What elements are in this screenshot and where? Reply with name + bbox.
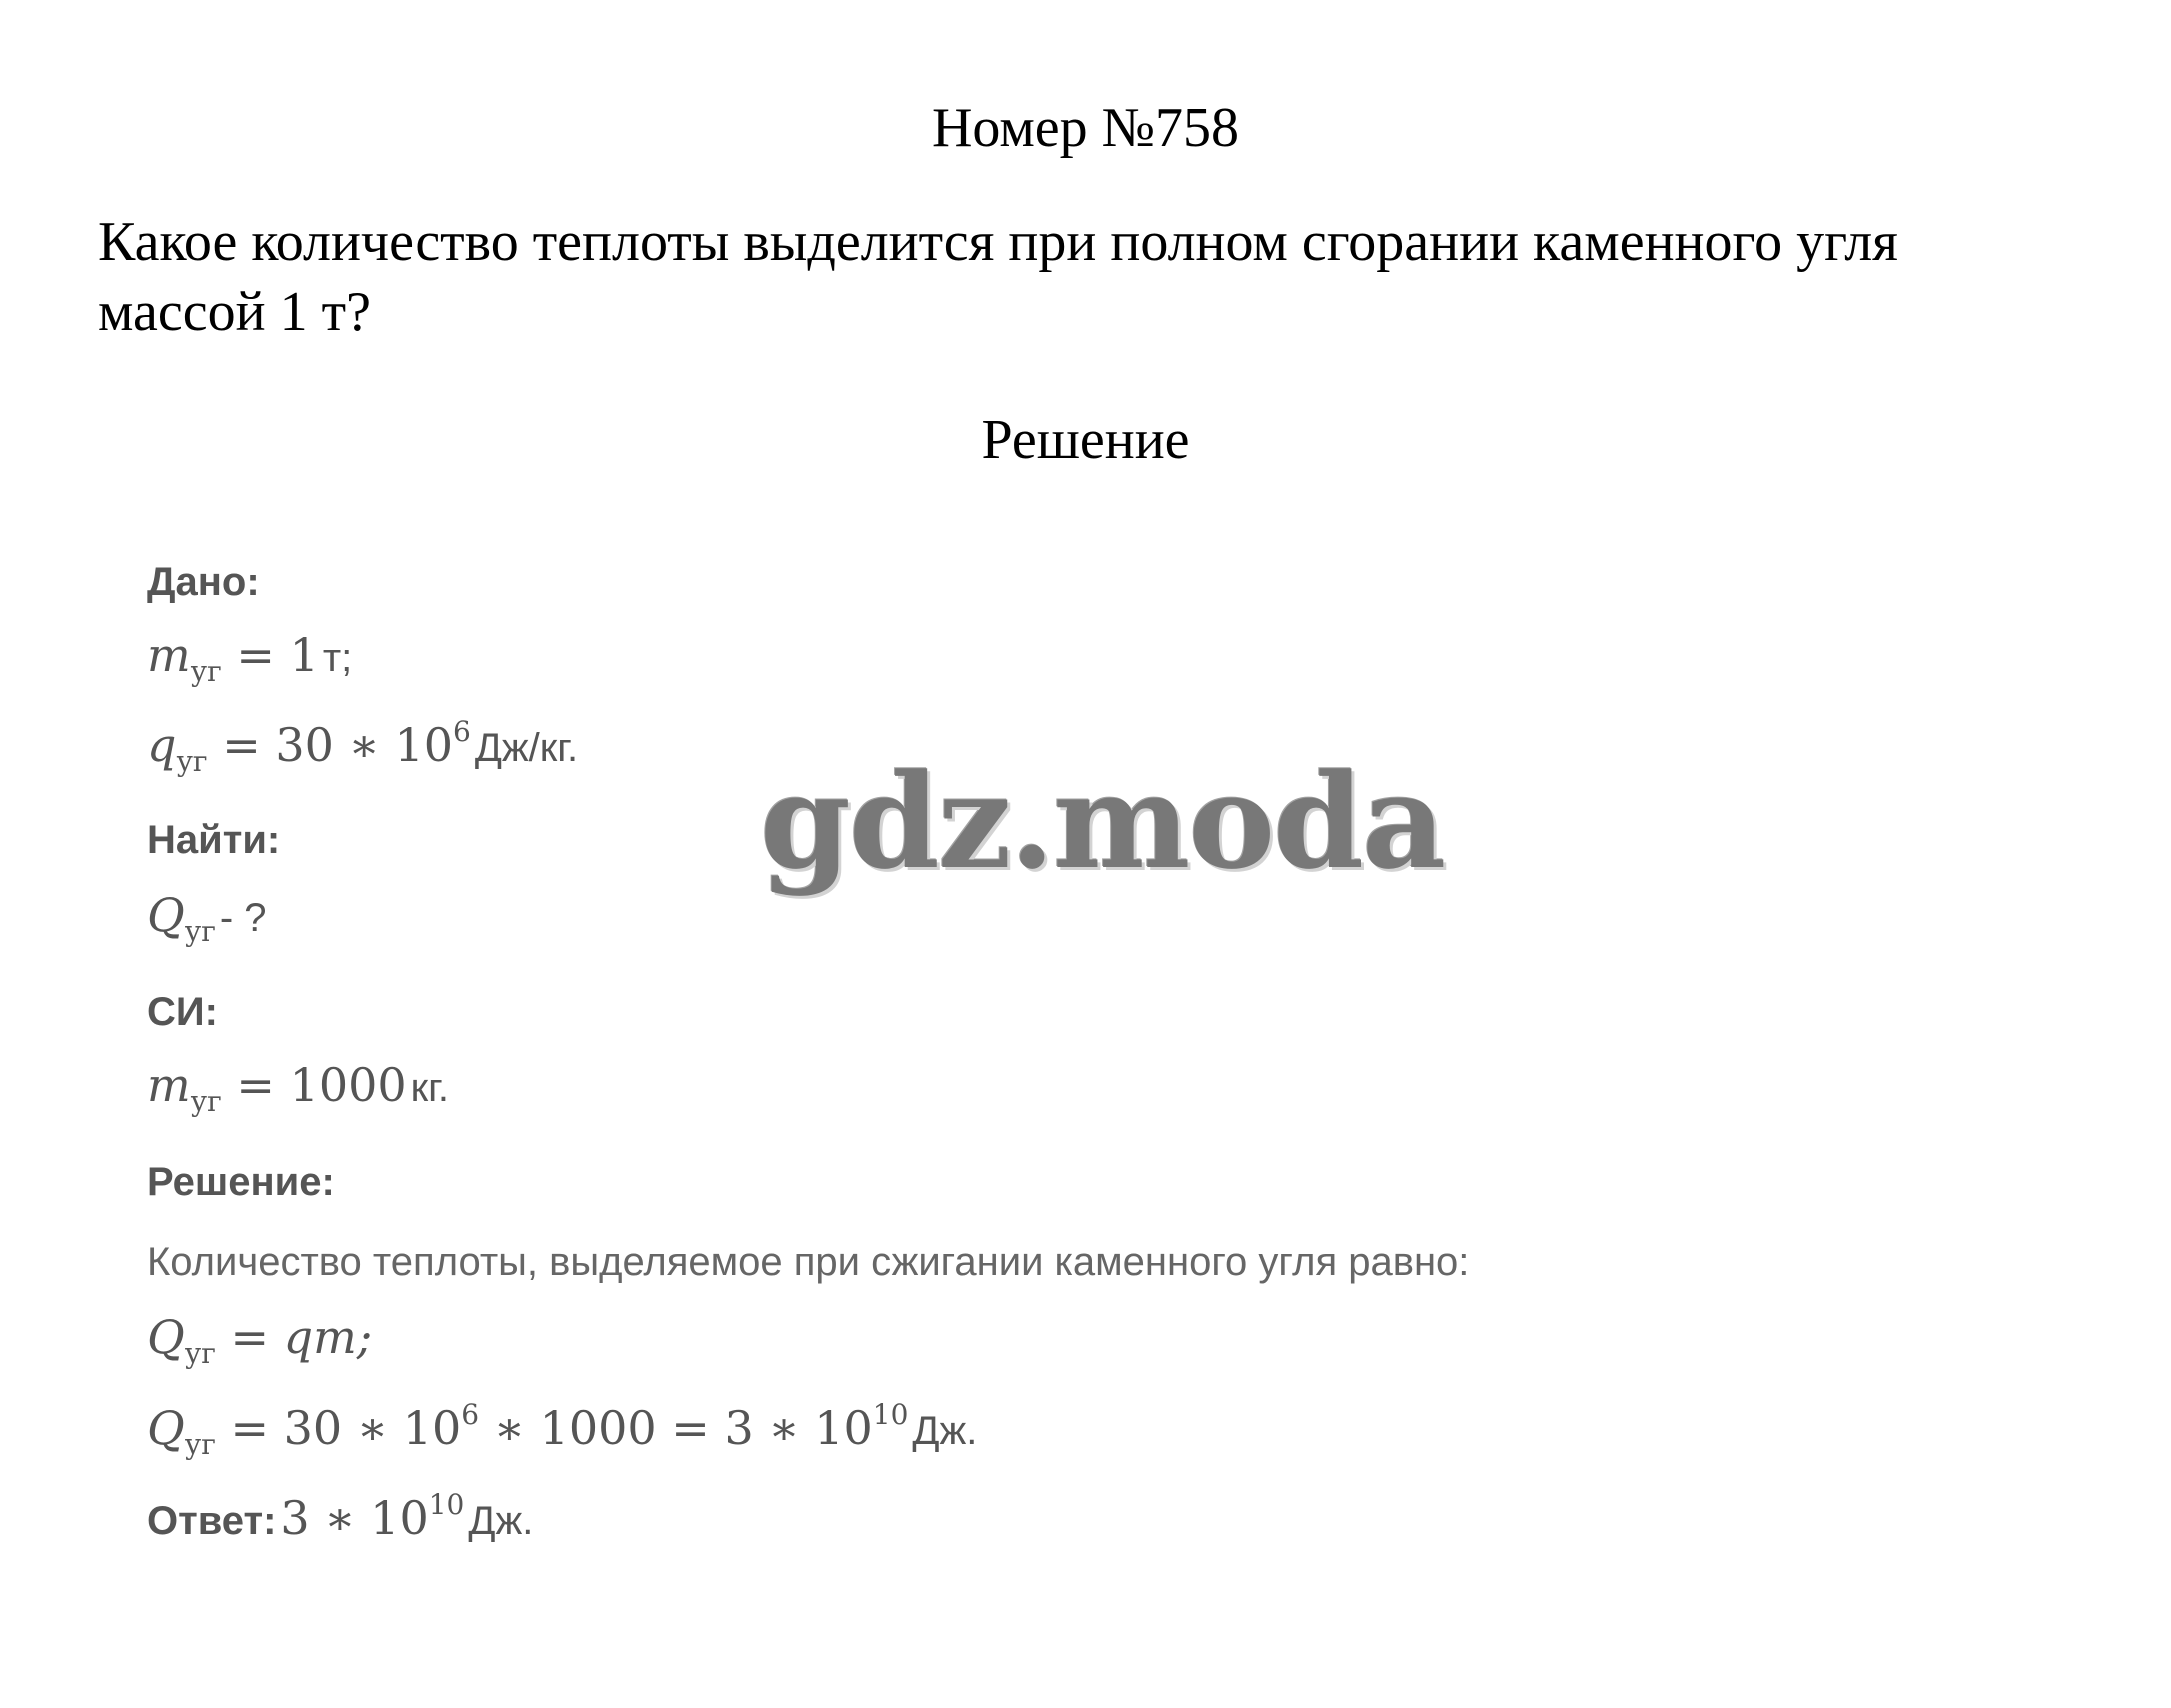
si-mass-value: = 1000	[236, 1058, 407, 1112]
si-mass-formula	[147, 1058, 407, 1118]
given-heat	[147, 715, 578, 778]
formula-2-exp-a: 6	[461, 1398, 480, 1431]
formula-2-part-b: ∗ 1000 = 3 ∗ 10	[479, 1401, 873, 1455]
find-quantity	[147, 888, 267, 948]
var-Q: Q	[147, 1401, 185, 1455]
solution-heading: Решение	[981, 409, 1190, 471]
var-sub: уг	[190, 655, 222, 688]
answer-number: 3 ∗ 10	[280, 1491, 429, 1545]
si-label: СИ:	[147, 990, 218, 1034]
problem-number-title: Номер №758	[931, 97, 1240, 159]
formula-2-unit: Дж.	[912, 1409, 978, 1453]
formula-2-part-a: = 30 ∗ 10	[230, 1401, 462, 1455]
solution-label: Решение:	[147, 1160, 335, 1204]
var-sub: уг	[184, 1337, 216, 1370]
watermark: gdz.moda	[760, 745, 1445, 898]
formula-2	[147, 1398, 909, 1461]
si-mass-unit: кг.	[410, 1066, 449, 1110]
given-heat-unit: Дж/кг.	[474, 726, 579, 770]
given-label: Дано:	[147, 560, 260, 604]
given-mass-formula	[147, 628, 319, 688]
find-label: Найти:	[147, 818, 281, 862]
var-Q: Q	[147, 888, 185, 942]
formula-1-rhs: = qm;	[230, 1310, 373, 1364]
answer-exponent: 10	[428, 1488, 465, 1521]
given-heat-formula	[147, 715, 471, 778]
formula-2-exp-b: 10	[872, 1398, 909, 1431]
var-q: q	[147, 718, 177, 772]
var-m: m	[147, 1058, 191, 1112]
var-Q: Q	[147, 1310, 185, 1364]
find-formula	[147, 888, 216, 948]
var-sub: уг	[184, 915, 216, 948]
formula-q-equals-qm	[147, 1310, 372, 1370]
var-sub: уг	[190, 1085, 222, 1118]
given-mass	[147, 628, 352, 688]
formula-1	[147, 1310, 373, 1370]
var-m: m	[147, 628, 191, 682]
problem-line-1: Какое количество теплоты выделится при полном сгорании каменного угля	[98, 211, 1898, 273]
given-mass-value: = 1	[236, 628, 319, 682]
answer-line	[147, 1488, 533, 1545]
problem-statement	[98, 207, 2098, 347]
given-heat-exponent: 6	[452, 715, 471, 748]
var-sub: уг	[184, 1428, 216, 1461]
solution-text: Количество теплоты, выделяемое при сжигании каменного угля равно:	[147, 1240, 1470, 1284]
given-mass-unit: т;	[322, 636, 353, 680]
answer-label: Ответ:	[147, 1499, 277, 1543]
find-question: - ?	[219, 896, 267, 940]
answer-value	[280, 1488, 465, 1545]
problem-line-2: массой 1 т?	[98, 281, 371, 343]
var-sub: уг	[176, 745, 208, 778]
si-mass	[147, 1058, 449, 1118]
formula-calculation	[147, 1398, 977, 1461]
given-heat-value: = 30 ∗ 10	[222, 718, 453, 772]
answer-unit: Дж.	[468, 1499, 534, 1543]
